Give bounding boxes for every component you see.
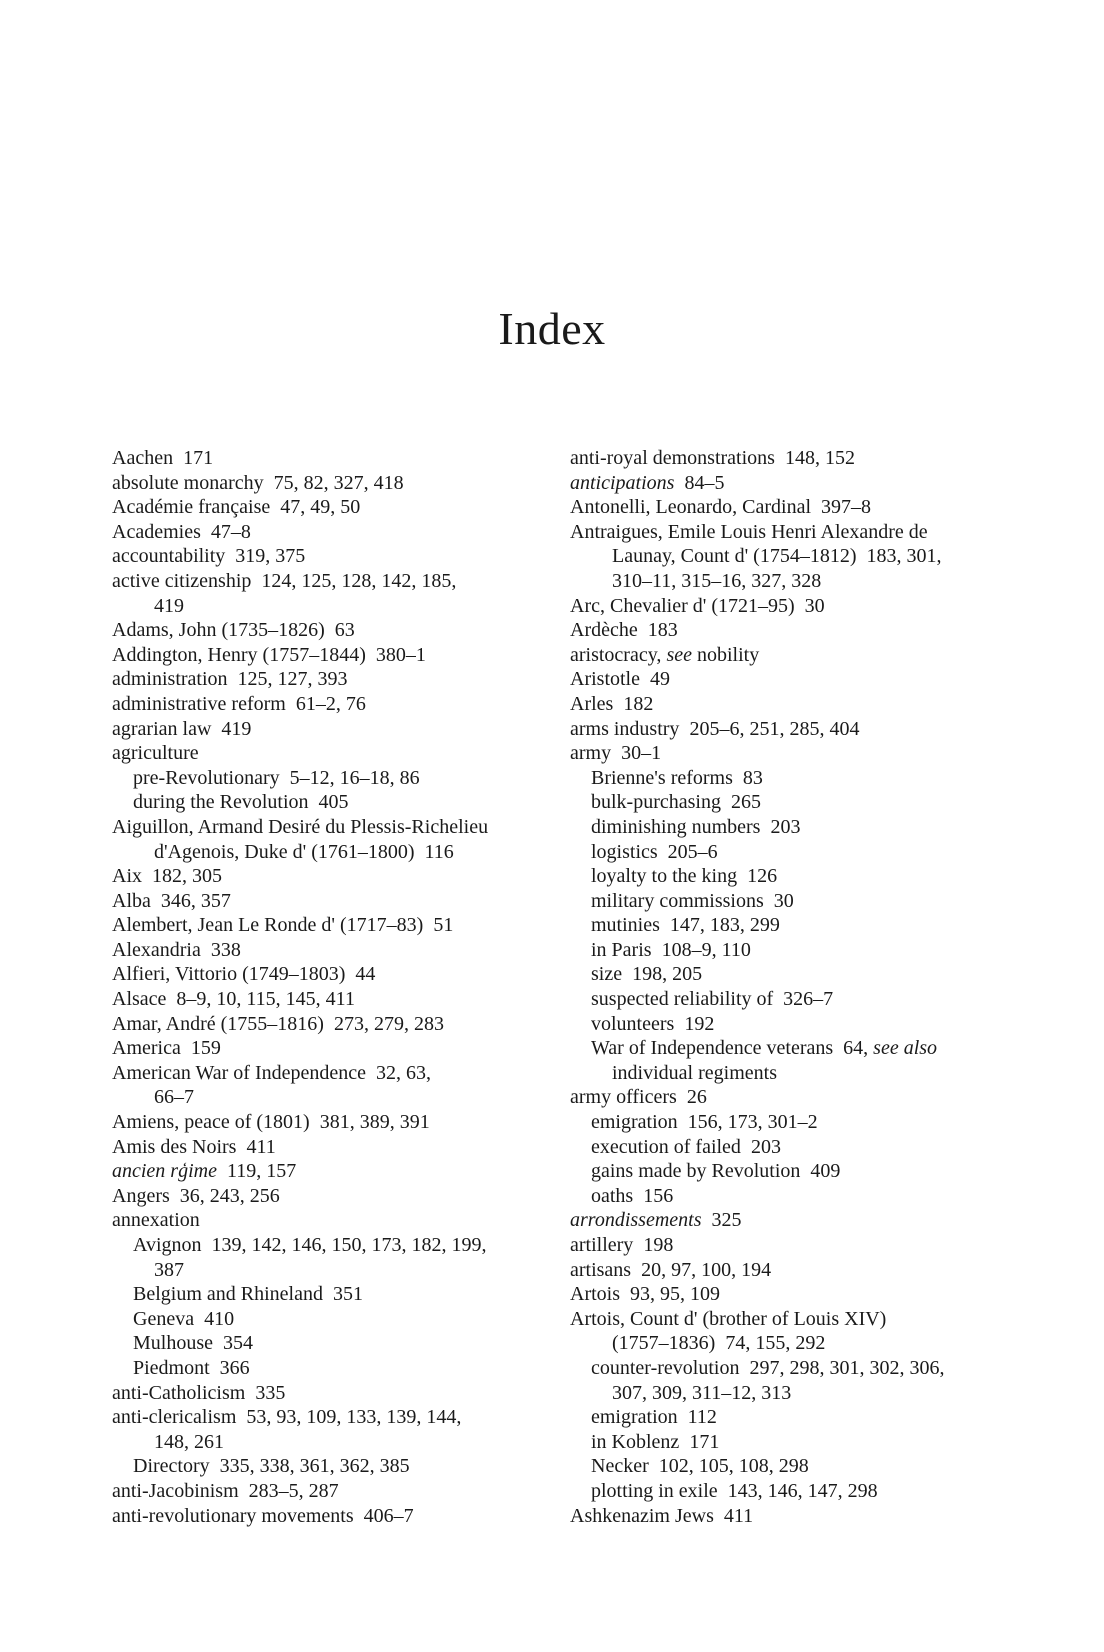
index-term: 387 (154, 1258, 184, 1281)
index-entry (112, 1135, 552, 1160)
index-column-right (570, 446, 1010, 1528)
index-term: anti-Jacobinism (112, 1479, 239, 1502)
index-entry (112, 1184, 552, 1209)
index-term: arms industry (570, 717, 680, 740)
index-entry (112, 987, 552, 1012)
index-entry (112, 1282, 552, 1307)
index-term: army officers (570, 1086, 677, 1109)
index-entry (570, 446, 1010, 471)
index-term: 307, 309, 311–12, 313 (612, 1381, 792, 1404)
index-term: artisans (570, 1258, 632, 1281)
index-entry (570, 643, 1010, 668)
page-title: Index (498, 303, 606, 354)
index-term: mutinies (591, 914, 660, 937)
index-page-numbers: 159 (190, 1037, 221, 1060)
index-term: Aiguillon, Armand Desiré du Plessis-Richelieu (112, 815, 489, 838)
index-entry (112, 1405, 552, 1430)
index-entry (570, 1504, 1010, 1529)
index-page-numbers: 205–6 (667, 840, 718, 863)
index-entry (570, 520, 1010, 545)
index-term: Academies (112, 520, 201, 543)
index-entry (112, 667, 552, 692)
index-term: size (591, 963, 623, 986)
index-entry (112, 1085, 552, 1110)
index-entry (570, 569, 1010, 594)
index-term: execution of failed (591, 1135, 741, 1158)
index-entry (570, 1036, 1010, 1061)
index-entry (112, 938, 552, 963)
index-page-numbers: 20, 97, 100, 194 (641, 1258, 772, 1281)
index-term: anti-Catholicism (112, 1381, 246, 1404)
index-term: Amis des Noirs (112, 1135, 237, 1158)
index-term: Adams, John (1735–1826) (112, 619, 325, 642)
index-entry (570, 471, 1010, 496)
index-term: gains made by Revolution (591, 1160, 801, 1183)
index-term: loyalty to the king (591, 865, 738, 888)
index-term: Alembert, Jean Le Ronde d' (1717–83) (112, 914, 424, 937)
index-page-numbers: 419 (221, 717, 252, 740)
index-entry (570, 495, 1010, 520)
index-term: Alsace (112, 988, 167, 1011)
index-page-numbers: 51 (433, 914, 454, 937)
index-page-numbers: 112 (687, 1406, 717, 1429)
index-page-numbers: 354 (223, 1332, 253, 1355)
index-term: aristocracy, (570, 643, 662, 666)
index-page-numbers: 36, 243, 256 (179, 1184, 280, 1207)
index-entry (570, 1282, 1010, 1307)
index-page-numbers: 119, 157 (226, 1160, 297, 1183)
index-entry (112, 864, 552, 889)
index-entry (112, 1331, 552, 1356)
index-term: accountability (112, 545, 226, 568)
index-entry (570, 1331, 1010, 1356)
index-term: anti-revolutionary movements (112, 1504, 354, 1527)
index-term: annexation (112, 1209, 200, 1232)
index-page-numbers: 8–9, 10, 115, 145, 411 (176, 988, 355, 1011)
index-column-left (112, 446, 552, 1528)
index-term: Aachen (112, 447, 174, 469)
index-entry (112, 790, 552, 815)
index-entry (570, 1085, 1010, 1110)
index-entry (570, 889, 1010, 914)
index-page-numbers: 156 (643, 1184, 674, 1207)
index-page-numbers: 84–5 (684, 471, 725, 494)
index-term: Brienne's reforms (591, 766, 733, 789)
index-entry (570, 544, 1010, 569)
index-entry (112, 1036, 552, 1061)
index-entry (570, 1159, 1010, 1184)
index-entry (112, 741, 552, 766)
index-entry (570, 1356, 1010, 1381)
index-page-numbers: 171 (183, 447, 214, 469)
index-term: during the Revolution (133, 791, 309, 814)
index-term: military commissions (591, 889, 764, 912)
index-page-numbers: 126 (747, 865, 778, 888)
index-term: emigration (591, 1111, 678, 1134)
index-page-numbers: 351 (332, 1283, 363, 1306)
index-page-numbers: 183 (647, 619, 678, 642)
index-term: suspected reliability of (591, 988, 774, 1011)
index-term: Alfieri, Vittorio (1749–1803) (112, 963, 346, 986)
index-term: Ardèche (570, 619, 638, 642)
index-entry (112, 495, 552, 520)
cross-reference-target: nobility (696, 643, 760, 666)
index-entry (112, 717, 552, 742)
index-page-numbers: 338 (210, 938, 241, 961)
index-entry (112, 1233, 552, 1258)
index-term: 148, 261 (154, 1430, 224, 1453)
index-term: Amar, André (1755–1816) (112, 1012, 324, 1035)
index-page-numbers: 5–12, 16–18, 86 (289, 766, 420, 789)
index-term: administration (112, 668, 228, 691)
index-entry (570, 1381, 1010, 1406)
index-term: in Paris (591, 938, 652, 961)
index-page-numbers: 366 (219, 1356, 250, 1379)
index-entry (570, 938, 1010, 963)
index-term: American War of Independence (112, 1061, 367, 1084)
index-entry (570, 1307, 1010, 1332)
index-term: plotting in exile (591, 1479, 718, 1502)
index-page-numbers: 406–7 (363, 1504, 414, 1527)
index-page-numbers: 93, 95, 109 (630, 1283, 720, 1306)
index-page-numbers: 182, 305 (152, 865, 222, 888)
index-page-numbers: 335, 338, 361, 362, 385 (219, 1455, 410, 1478)
index-page-numbers: 32, 63, (376, 1061, 432, 1084)
index-page-numbers: 74, 155, 292 (725, 1332, 826, 1355)
index-page-numbers: 297, 298, 301, 302, 306, (749, 1356, 945, 1379)
index-page-numbers: 205–6, 251, 285, 404 (689, 717, 860, 740)
index-page-numbers: 156, 173, 301–2 (687, 1111, 818, 1134)
index-page-numbers: 30–1 (621, 742, 662, 765)
index-page-numbers: 409 (810, 1160, 841, 1183)
index-term: 419 (154, 594, 184, 617)
index-page-numbers: 108–9, 110 (661, 938, 751, 961)
index-entry (112, 471, 552, 496)
index-entry (570, 962, 1010, 987)
index-entry (112, 840, 552, 865)
index-page-numbers: 346, 357 (160, 889, 231, 912)
index-entry (112, 815, 552, 840)
index-entry (570, 1479, 1010, 1504)
index-term: Alexandria (112, 938, 201, 961)
index-entry (570, 1184, 1010, 1209)
index-page-numbers: 53, 93, 109, 133, 139, 144, (246, 1406, 462, 1429)
index-page-numbers: 44 (355, 963, 376, 986)
index-page-numbers: 102, 105, 108, 298 (658, 1455, 809, 1478)
index-entry (570, 1454, 1010, 1479)
index-page-numbers: 148, 152 (784, 447, 855, 469)
index-entry (570, 741, 1010, 766)
index-entry (570, 1061, 1010, 1086)
cross-reference-label: see also (873, 1037, 938, 1060)
index-entry (570, 594, 1010, 619)
index-page-numbers: 30 (773, 889, 794, 912)
index-term: anti-clericalism (112, 1406, 237, 1429)
index-page-numbers: 192 (684, 1012, 715, 1035)
index-term: Necker (591, 1455, 649, 1478)
index-term: America (112, 1037, 181, 1060)
index-term: Angers (112, 1184, 170, 1207)
index-term: Alba (112, 889, 151, 912)
index-entry (112, 766, 552, 791)
index-term: in Koblenz (591, 1430, 680, 1453)
index-entry (112, 1061, 552, 1086)
index-entry (112, 446, 552, 471)
index-term: ancien rģime (112, 1160, 217, 1183)
index-entry (112, 1479, 552, 1504)
index-term: (1757–1836) (612, 1332, 716, 1355)
index-entry (112, 1110, 552, 1135)
index-entry (112, 1012, 552, 1037)
index-page-numbers: 143, 146, 147, 298 (727, 1479, 878, 1502)
index-page-numbers: 397–8 (821, 496, 872, 519)
index-term: Addington, Henry (1757–1844) (112, 643, 366, 666)
index-page-numbers: 64, (843, 1037, 869, 1060)
index-entry (112, 618, 552, 643)
index-page-numbers: 183, 301, (866, 545, 942, 568)
index-page-numbers: 47–8 (210, 520, 251, 543)
index-term: Académie française (112, 496, 271, 519)
index-page-numbers: 380–1 (375, 643, 426, 666)
cross-reference-label: see (666, 643, 692, 666)
index-term: Directory (133, 1455, 210, 1478)
index-term: 66–7 (154, 1086, 194, 1109)
index-page-numbers: 125, 127, 393 (237, 668, 348, 691)
index-term: artillery (570, 1234, 634, 1256)
index-page-numbers: 49 (650, 668, 670, 691)
index-page-numbers: 83 (742, 766, 763, 789)
index-page-numbers: 265 (730, 791, 761, 814)
index-entry (112, 544, 552, 569)
index-page-numbers: 75, 82, 327, 418 (273, 471, 404, 494)
index-page-numbers: 326–7 (783, 988, 834, 1011)
index-page-numbers: 405 (318, 791, 349, 814)
index-entry (570, 1405, 1010, 1430)
index-term: Antraigues, Emile Louis Henri Alexandre de (570, 520, 928, 543)
index-entry (570, 840, 1010, 865)
index-entry (112, 1258, 552, 1283)
index-entry (570, 815, 1010, 840)
index-entry (570, 1135, 1010, 1160)
index-page-numbers: 411 (723, 1504, 754, 1527)
index-term: Aix (112, 865, 142, 888)
index-page-numbers: 124, 125, 128, 142, 185, (261, 569, 457, 592)
index-entry (112, 1454, 552, 1479)
index-term: Aristotle (570, 668, 640, 691)
index-entry (570, 1110, 1010, 1135)
index-page-numbers: 273, 279, 283 (333, 1012, 444, 1035)
index-page-numbers: 203 (750, 1135, 781, 1158)
index-term: War of Independence veterans (591, 1037, 834, 1060)
index-term: volunteers (591, 1012, 675, 1035)
index-entry (570, 790, 1010, 815)
index-entry (570, 913, 1010, 938)
index-term: Mulhouse (133, 1332, 213, 1355)
index-page-numbers: 410 (204, 1307, 235, 1330)
index-page-numbers: 203 (770, 815, 801, 838)
index-page-numbers: 335 (255, 1381, 286, 1404)
index-entry (112, 643, 552, 668)
index-page-numbers: 198, 205 (632, 963, 703, 986)
index-term: 310–11, 315–16, 327, 328 (612, 569, 822, 592)
index-entry (112, 889, 552, 914)
index-page-numbers: 198 (643, 1234, 674, 1256)
index-term: Avignon (133, 1234, 202, 1256)
index-entry (112, 1430, 552, 1455)
index-entry (112, 1208, 552, 1233)
index-term: Launay, Count d' (1754–1812) (612, 545, 857, 568)
index-term: Geneva (133, 1307, 195, 1330)
index-entry (570, 1208, 1010, 1233)
index-term: d'Agenois, Duke d' (1761–1800) (154, 840, 415, 863)
index-entry (112, 1381, 552, 1406)
index-term: Artois (570, 1283, 620, 1306)
index-term: pre-Revolutionary (133, 766, 280, 789)
index-page-numbers: 283–5, 287 (248, 1479, 339, 1502)
index-term: oaths (591, 1184, 634, 1207)
index-term: active citizenship (112, 569, 252, 592)
index-entry (570, 667, 1010, 692)
index-entry (570, 618, 1010, 643)
index-entry (570, 717, 1010, 742)
index-page-numbers: 325 (711, 1209, 742, 1232)
index-term: arrondissements (570, 1209, 702, 1232)
index-entry (112, 1159, 552, 1184)
index-term: Piedmont (133, 1356, 210, 1379)
index-term: diminishing numbers (591, 815, 761, 838)
index-page-numbers: 139, 142, 146, 150, 173, 182, 199, (211, 1234, 487, 1256)
index-term: Belgium and Rhineland (133, 1283, 323, 1306)
index-term: agrarian law (112, 717, 212, 740)
index-term: army (570, 742, 612, 765)
index-term: administrative reform (112, 692, 286, 715)
index-entry (112, 692, 552, 717)
index-entry (570, 987, 1010, 1012)
index-entry (570, 1258, 1010, 1283)
index-page-numbers: 147, 183, 299 (669, 914, 780, 937)
index-entry (570, 1430, 1010, 1455)
index-term: absolute monarchy (112, 471, 264, 494)
index-page-numbers: 63 (334, 619, 355, 642)
index-term: agriculture (112, 742, 199, 765)
index-term: anti-royal demonstrations (570, 447, 775, 469)
index-entry (570, 1012, 1010, 1037)
index-term: emigration (591, 1406, 678, 1429)
index-entry (112, 913, 552, 938)
index-entry (570, 864, 1010, 889)
index-page-numbers: 61–2, 76 (295, 692, 366, 715)
index-entry (112, 962, 552, 987)
index-page-numbers: 171 (689, 1430, 720, 1453)
index-page-numbers: 319, 375 (235, 545, 306, 568)
index-page-numbers: 411 (246, 1135, 276, 1158)
index-page-numbers: 381, 389, 391 (319, 1111, 430, 1134)
index-page-numbers: 30 (804, 594, 825, 617)
index-term: anticipations (570, 471, 675, 494)
index-entry (112, 520, 552, 545)
index-page-numbers: 116 (424, 840, 454, 863)
index-term: counter-revolution (591, 1356, 740, 1379)
index-entry (112, 594, 552, 619)
index-entry (112, 1356, 552, 1381)
index-term: individual regiments (612, 1061, 777, 1084)
index-page-numbers: 182 (623, 692, 654, 715)
index-term: Arles (570, 692, 614, 715)
index-entry (112, 1504, 552, 1529)
index-entry (570, 766, 1010, 791)
index-entry (112, 569, 552, 594)
index-term: Amiens, peace of (1801) (112, 1111, 310, 1134)
index-entry (570, 692, 1010, 717)
index-entry (112, 1307, 552, 1332)
index-page-numbers: 47, 49, 50 (280, 496, 361, 519)
index-page-numbers: 26 (686, 1086, 707, 1109)
index-term: Arc, Chevalier d' (1721–95) (570, 594, 795, 617)
index-term: Ashkenazim Jews (570, 1504, 714, 1527)
index-term: Artois, Count d' (brother of Louis XIV) (570, 1307, 887, 1330)
index-term: bulk-purchasing (591, 791, 721, 814)
index-term: Antonelli, Leonardo, Cardinal (570, 496, 812, 519)
index-entry (570, 1233, 1010, 1258)
index-term: logistics (591, 840, 658, 863)
